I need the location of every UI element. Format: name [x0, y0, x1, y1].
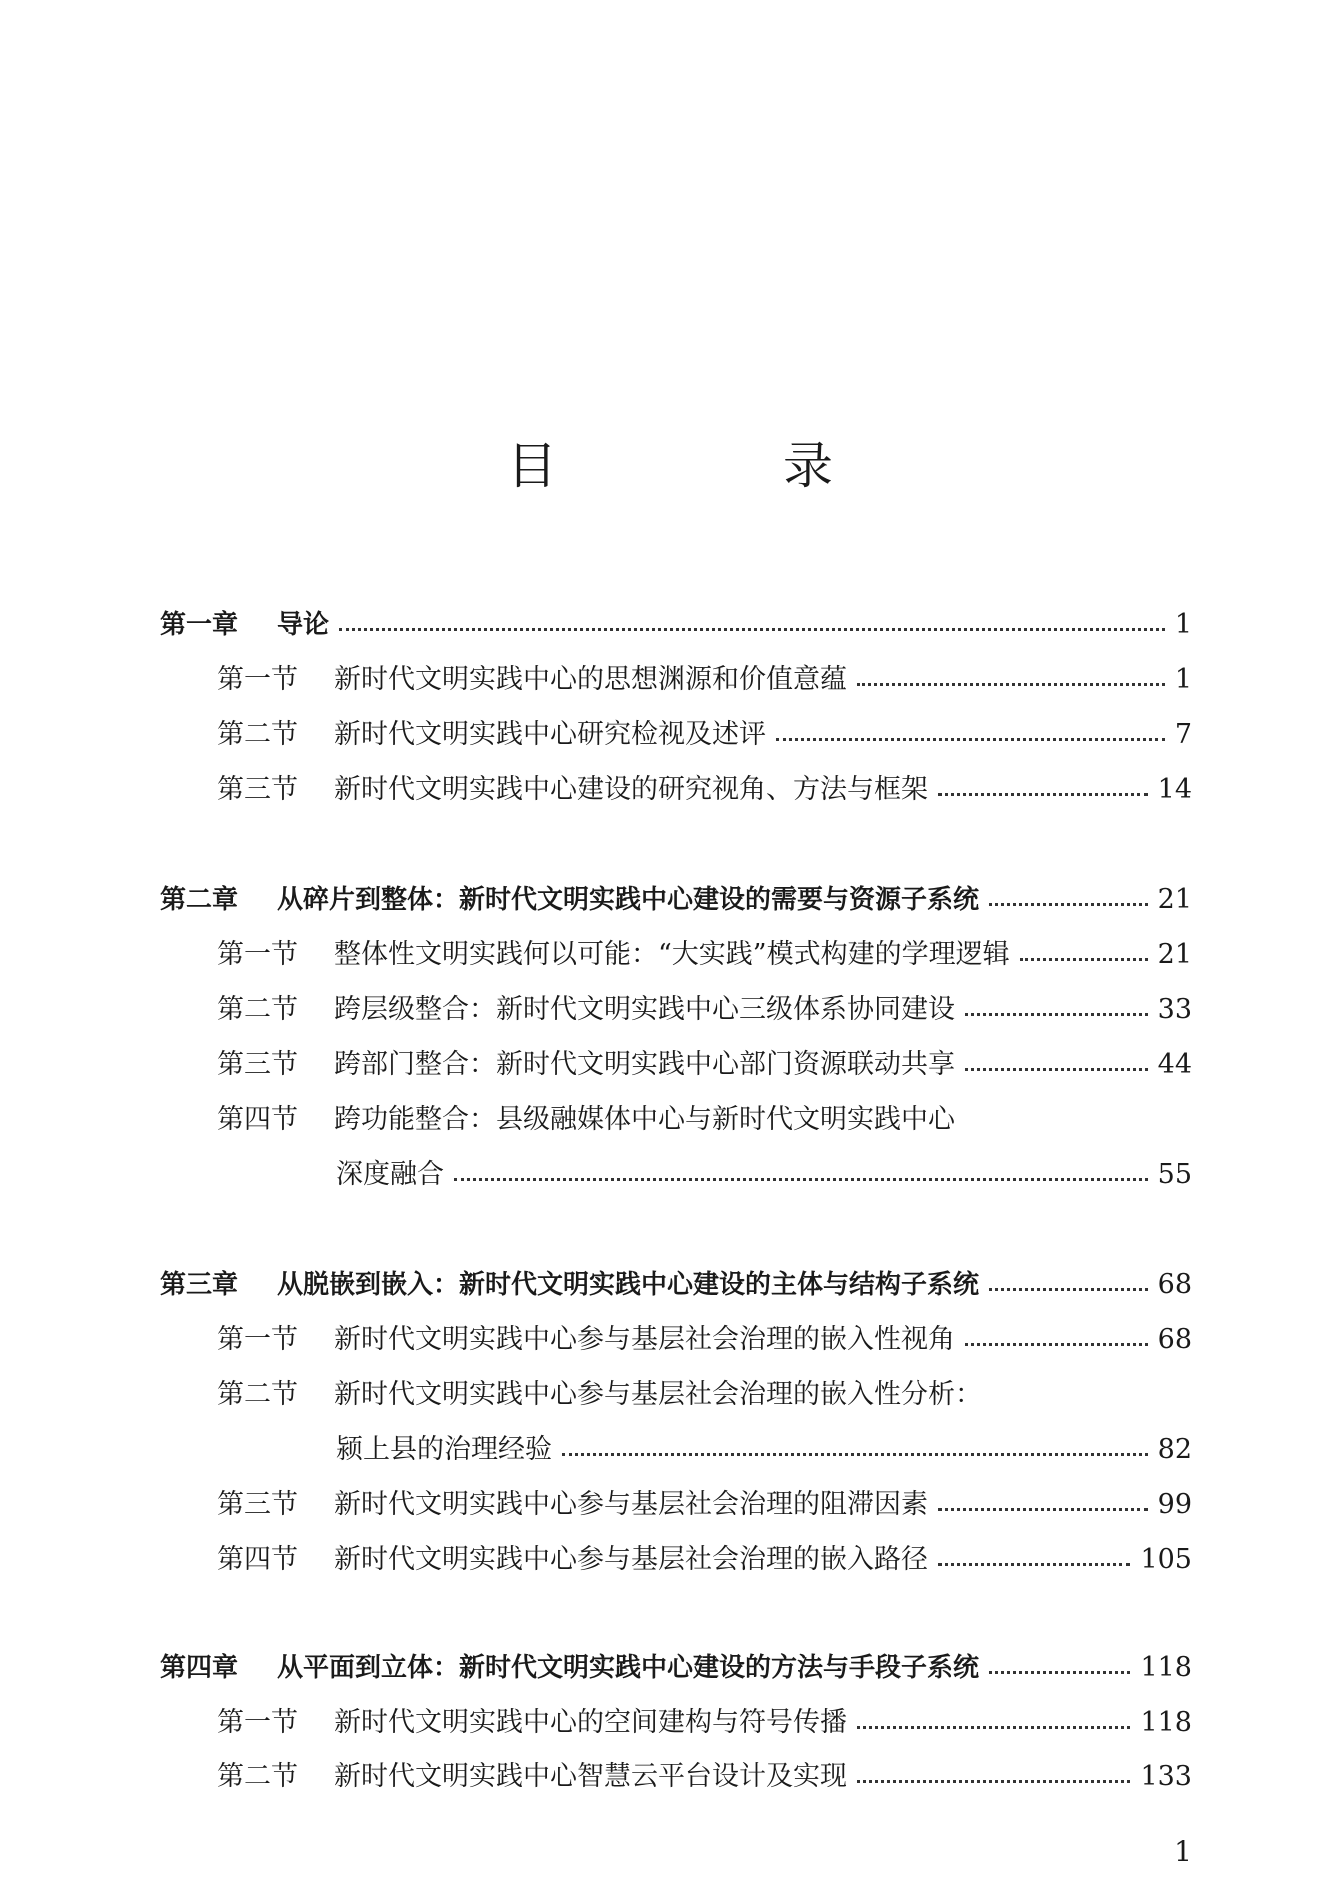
entry-title: 新时代文明实践中心的思想渊源和价值意蕴	[334, 664, 847, 695]
entry-label: 第三节	[217, 1049, 298, 1080]
toc-chapter-1[interactable]	[160, 605, 1192, 645]
leader-dots	[938, 1561, 1130, 1566]
entry-label: 第三节	[217, 1489, 298, 1520]
entry-label: 第一节	[217, 664, 298, 695]
toc-section[interactable]	[217, 1045, 1192, 1085]
entry-page: 118	[1140, 1707, 1192, 1738]
entry-page: 82	[1157, 1434, 1192, 1465]
entry-title: 新时代文明实践中心智慧云平台设计及实现	[334, 1761, 847, 1792]
entry-label: 第四章	[160, 1653, 239, 1683]
entry-label: 第二节	[217, 1761, 298, 1792]
entry-page: 14	[1157, 774, 1192, 805]
entry-title: 新时代文明实践中心参与基层社会治理的嵌入性视角	[334, 1324, 955, 1355]
toc-section[interactable]	[217, 770, 1192, 810]
entry-label: 第二节	[217, 994, 298, 1025]
toc-section[interactable]	[217, 1100, 1192, 1140]
entry-page: 33	[1157, 994, 1192, 1025]
leader-dots	[965, 1066, 1148, 1071]
entry-title: 新时代文明实践中心建设的研究视角、方法与框架	[334, 774, 928, 805]
toc-section[interactable]	[217, 660, 1192, 700]
leader-dots	[857, 681, 1165, 686]
leader-dots	[965, 1341, 1148, 1346]
leader-dots	[989, 1286, 1148, 1291]
entry-label: 第二节	[217, 719, 298, 750]
entry-title: 跨层级整合：新时代文明实践中心三级体系协同建设	[334, 994, 955, 1025]
toc-section[interactable]	[217, 1375, 1192, 1415]
leader-dots	[989, 1669, 1130, 1674]
leader-dots	[454, 1176, 1148, 1181]
entry-label: 第三章	[160, 1270, 239, 1300]
toc-section[interactable]	[217, 1320, 1192, 1360]
entry-label: 第一节	[217, 1324, 298, 1355]
entry-page: 118	[1140, 1652, 1192, 1683]
entry-title: 导论	[277, 610, 330, 640]
entry-label: 第四节	[217, 1544, 298, 1575]
entry-title: 跨部门整合：新时代文明实践中心部门资源联动共享	[334, 1049, 955, 1080]
toc-section[interactable]	[217, 1757, 1192, 1797]
entry-title: 新时代文明实践中心研究检视及述评	[334, 719, 766, 750]
entry-page: 55	[1157, 1159, 1192, 1190]
entry-title: 颍上县的治理经验	[336, 1434, 552, 1465]
entry-page: 21	[1157, 939, 1192, 970]
leader-dots	[857, 1778, 1130, 1783]
entry-page: 1	[1174, 664, 1192, 695]
entry-title: 从碎片到整体：新时代文明实践中心建设的需要与资源子系统	[277, 885, 980, 915]
toc-chapter-4[interactable]	[160, 1648, 1192, 1688]
entry-label: 第三节	[217, 774, 298, 805]
leader-dots	[857, 1724, 1130, 1729]
entry-title: 新时代文明实践中心参与基层社会治理的嵌入路径	[334, 1544, 928, 1575]
toc-section[interactable]	[217, 990, 1192, 1030]
entry-title: 新时代文明实践中心的空间建构与符号传播	[334, 1707, 847, 1738]
entry-page: 68	[1157, 1324, 1192, 1355]
entry-page: 99	[1157, 1489, 1192, 1520]
leader-dots	[776, 736, 1165, 741]
entry-label: 第一章	[160, 610, 239, 640]
leader-dots	[938, 1506, 1148, 1511]
leader-dots	[989, 901, 1148, 906]
entry-page: 44	[1157, 1049, 1192, 1080]
entry-label: 第四节	[217, 1104, 298, 1135]
entry-label: 第一节	[217, 939, 298, 970]
entry-label: 第二章	[160, 885, 239, 915]
entry-page: 1	[1174, 609, 1192, 640]
entry-page: 133	[1140, 1761, 1192, 1792]
entry-title: 新时代文明实践中心参与基层社会治理的阻滞因素	[334, 1489, 928, 1520]
page-number: 1	[1174, 1835, 1192, 1868]
toc-chapter-3[interactable]	[160, 1265, 1192, 1305]
toc-section-continuation[interactable]	[336, 1430, 1192, 1470]
toc-section[interactable]	[217, 1485, 1192, 1525]
page-title: 目 录	[507, 437, 921, 495]
entry-page: 7	[1174, 719, 1192, 750]
leader-dots	[1020, 956, 1148, 961]
leader-dots	[938, 791, 1148, 796]
entry-title: 从脱嵌到嵌入：新时代文明实践中心建设的主体与结构子系统	[277, 1270, 980, 1300]
toc-section[interactable]	[217, 1703, 1192, 1743]
toc-section[interactable]	[217, 935, 1192, 975]
entry-page: 68	[1157, 1269, 1192, 1300]
toc-section[interactable]	[217, 715, 1192, 755]
entry-page: 21	[1157, 884, 1192, 915]
leader-dots	[965, 1011, 1148, 1016]
entry-page: 105	[1140, 1544, 1192, 1575]
entry-title: 整体性文明实践何以可能：“大实践”模式构建的学理逻辑	[334, 939, 1010, 970]
toc-section-continuation[interactable]	[336, 1155, 1192, 1195]
toc-chapter-2[interactable]	[160, 880, 1192, 920]
leader-dots	[339, 626, 1165, 631]
toc-section[interactable]	[217, 1540, 1192, 1580]
entry-title: 深度融合	[336, 1159, 444, 1190]
entry-title: 从平面到立体：新时代文明实践中心建设的方法与手段子系统	[277, 1653, 980, 1683]
leader-dots	[562, 1451, 1148, 1456]
entry-title: 新时代文明实践中心参与基层社会治理的嵌入性分析：	[334, 1379, 982, 1410]
entry-title: 跨功能整合：县级融媒体中心与新时代文明实践中心	[334, 1104, 955, 1135]
entry-label: 第一节	[217, 1707, 298, 1738]
entry-label: 第二节	[217, 1379, 298, 1410]
